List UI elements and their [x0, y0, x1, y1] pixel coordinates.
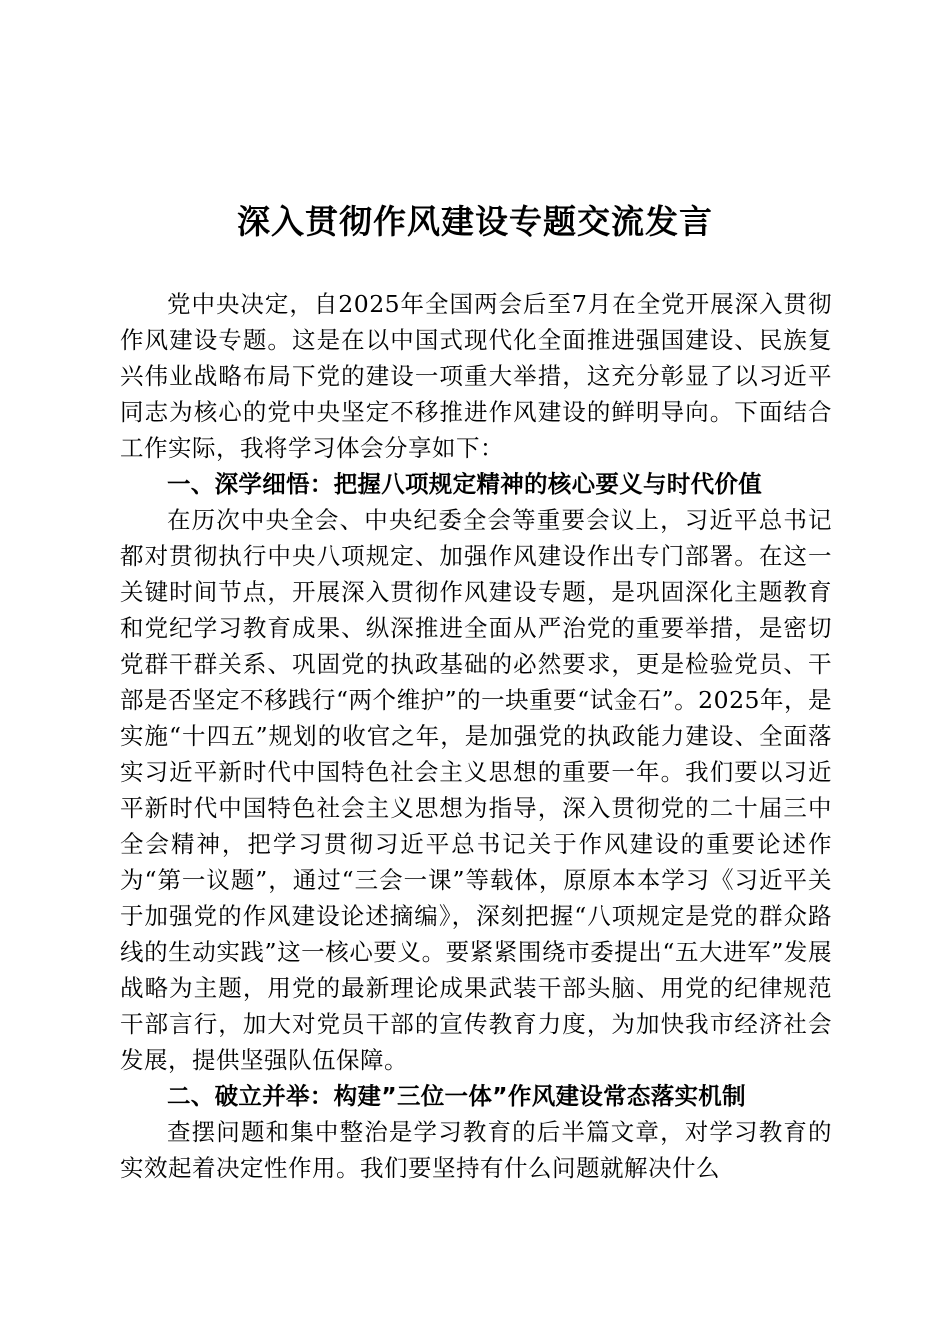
document-title: 深入贯彻作风建设专题交流发言	[237, 202, 713, 241]
section-heading-2: 二、破立并举：构建”三位一体”作风建设常态落实机制	[167, 1082, 746, 1110]
section-heading-1: 一、深学细悟：把握八项规定精神的核心要义与时代价值	[167, 470, 762, 498]
section-1-paragraph: 在历次中央全会、中央纪委全会等重要会议上，习近平总书记都对贯彻执行中央八项规定、加强作风建设作出专门部署。在这一关键时间节点，开展深入贯彻作风建设专题，是巩固深化主题教育和党纪学习教育成果、纵深推进全面从严治党的重要举措，是密切党群干群关系、巩固党的执政基础的必然要求，更是检验党员、干部是否坚定不移践行“两个维护”的一块重要“试金石”。2025年，是实施“十四五”规划的收官之年，是加强党的执政能力建设、全面落实习近平新时代中国特色社会主义思想的重要一年。我们要以习近平新时代中国特色社会主义思想为指导，深入贯彻党的二十届三中全会精神，把学习贯彻习近平总书记关于作风建设的重要论述作为“第一议题”，通过“三会一课”等载体，原原本本学习《习近平关于加强党的作风建设论述摘编》，深刻把握“八项规定是党的群众路线的生动实践”这一核心要义。要紧紧围绕市委提出“五大进军”发展战略为主题，用党的最新理论成果武装干部头脑、用党的纪律规范干部言行，加大对党员干部的宣传教育力度，为加快我市经济社会发展，提供坚强队伍保障。	[120, 506, 832, 1074]
intro-paragraph: 党中央决定，自2025年全国两会后至7月在全党开展深入贯彻作风建设专题。这是在以中国式现代化全面推进强国建设、民族复兴伟业战略布局下党的建设一项重大举措，这充分彰显了以习近平同志为核心的党中央坚定不移推进作风建设的鲜明导向。下面结合工作实际，我将学习体会分享如下：	[120, 290, 832, 462]
document-body	[120, 286, 832, 1186]
section-2-paragraph: 查摆问题和集中整治是学习教育的后半篇文章，对学习教育的实效起着决定性作用。我们要坚持有什么问题就解决什么	[120, 1118, 832, 1182]
